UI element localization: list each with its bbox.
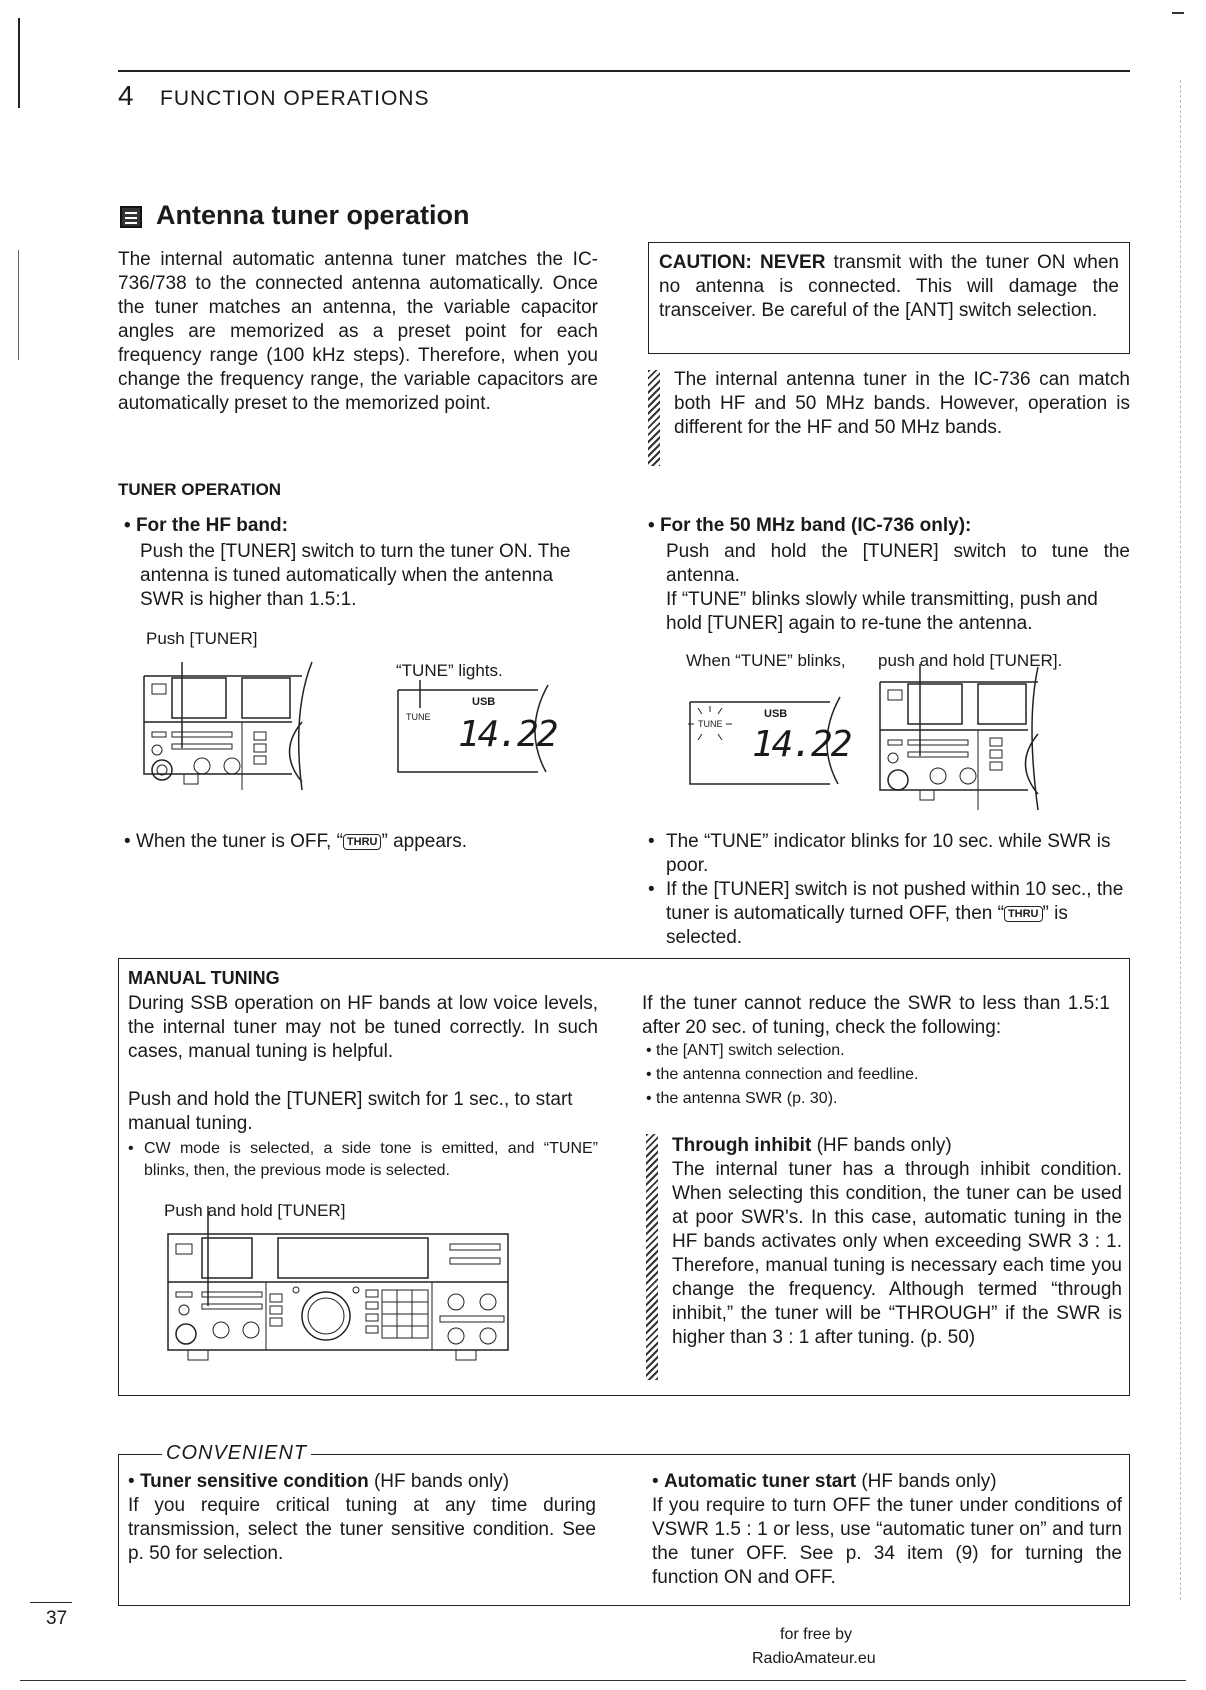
tune-lights-label: “TUNE” lights.	[396, 661, 503, 680]
section-icon	[120, 206, 142, 228]
margin-dash-right	[1172, 12, 1184, 14]
intro-text: The internal automatic antenna tuner matches the IC-736/738 to the connected antenna automatically. Once the tuner matches an antenna, the variable capacitor angles are memorized as a preset point for each frequency range (100 kHz steps). Therefore, when you change the frequency range, the variable capacitors are automatically preset to the memorized point.	[118, 249, 598, 414]
page-number-rule	[30, 1602, 72, 1603]
manual-tuning-bullet: • CW mode is selected, a side tone is emitted, and “TUNE” blinks, then, the previous mode is selected.	[128, 1140, 598, 1179]
credit-line-1: for free by	[780, 1626, 853, 1643]
caution-box	[648, 242, 1130, 354]
thru-indicator-icon: THRU	[343, 834, 382, 850]
hf-band-bullet: • For the HF band:	[124, 515, 288, 536]
manual-push-hold-label: Push and hold [TUNER]	[164, 1201, 346, 1220]
hf-lcd-display	[398, 690, 557, 772]
manual-tuning-title: MANUAL TUNING	[128, 968, 280, 988]
50mhz-lcd-usb: USB	[764, 708, 788, 720]
chapter-number: 4	[118, 80, 134, 111]
section-title: Antenna tuner operation	[156, 200, 470, 230]
hf-radio-illustration	[142, 662, 312, 790]
inhibit-title: Through inhibit (HF bands only)	[672, 1135, 952, 1156]
tuner-sensitive-text: If you require critical tuning at any time during transmission, select the tuner sensitive condition. See p. 50 for selection.	[128, 1495, 596, 1564]
hf-lcd-freq: 14.22	[458, 714, 557, 755]
hf-lcd-usb: USB	[472, 696, 496, 708]
50mhz-band-bullet: • For the 50 MHz band (IC-736 only):	[648, 515, 972, 536]
page-number: 37	[46, 1608, 68, 1629]
auto-tuner-start-text: If you require to turn OFF the tuner under conditions of VSWR 1.5 : 1 or less, use “automatic tuner on” and turn the tuner OFF. See p. 34 item (9) for turning the function ON and OFF.	[652, 1495, 1122, 1588]
push-hold-tuner-label: push and hold [TUNER].	[878, 651, 1063, 670]
50mhz-text-1: Push and hold the [TUNER] switch to tune the antenna.	[666, 541, 1130, 586]
caution-text: transmit with the tuner ON when no antenna is connected. This will damage the transceiver. Be careful of the [ANT] switch selection.	[659, 252, 1119, 321]
check-item-feedline: • the antenna connection and feedline.	[646, 1066, 919, 1083]
full-radio-illustration	[166, 1230, 516, 1370]
check-item-swr: • the antenna SWR (p. 30).	[646, 1090, 838, 1107]
margin-bar-top	[18, 18, 20, 108]
check-item-ant: • the [ANT] switch selection.	[646, 1042, 845, 1059]
hf-band-text: Push the [TUNER] switch to turn the tuner ON. The antenna is tuned automatically when the antenna SWR is higher than 1.5:1.	[140, 541, 571, 610]
manual-tuning-p1: During SSB operation on HF bands at low voice levels, the internal tuner may not be tuned correctly. In such cases, manual tuning is helpful.	[128, 993, 598, 1062]
when-tune-blinks-label: When “TUNE” blinks,	[686, 651, 846, 670]
hf-lcd-tune: TUNE	[406, 712, 431, 722]
auto-off-note: • If the [TUNER] switch is not pushed within 10 sec., the tuner is automatically turned OFF, then “ THRU ” is selected.	[648, 879, 1124, 948]
bottom-rule	[20, 1680, 1186, 1681]
note-hatch-bar	[648, 370, 660, 466]
50mhz-radio-illustration	[878, 672, 1048, 810]
margin-line-right	[1180, 80, 1182, 1600]
50mhz-text-2: If “TUNE” blinks slowly while transmitting, push and hold [TUNER] again to re-tune the antenna.	[666, 589, 1098, 634]
50mhz-lcd-display	[690, 702, 851, 784]
credit-line-2: RadioAmateur.eu	[752, 1650, 876, 1667]
tuner-operation-title: TUNER OPERATION	[118, 480, 282, 499]
50mhz-lcd-freq: 14.22	[752, 724, 851, 765]
manual-right-text: If the tuner cannot reduce the SWR to less than 1.5:1 after 20 sec. of tuning, check the following:	[642, 993, 1110, 1038]
caution-never: NEVER	[759, 252, 826, 273]
caution-label: CAUTION:	[659, 252, 752, 273]
50mhz-lcd-tune: TUNE	[698, 719, 723, 729]
chapter-title: FUNCTION OPERATIONS	[160, 87, 430, 110]
push-tuner-label: Push [TUNER]	[146, 629, 258, 648]
inhibit-hatch-bar	[646, 1134, 658, 1380]
check-list	[646, 1040, 1116, 1110]
tuner-sensitive-title: • Tuner sensitive condition (HF bands only)	[128, 1471, 510, 1492]
ic736-note: The internal antenna tuner in the IC-736 can match both HF and 50 MHz bands. However, operation is different for the HF and 50 MHz bands.	[674, 369, 1130, 438]
manual-tuning-p2: Push and hold the [TUNER] switch for 1 sec., to start manual tuning.	[128, 1089, 573, 1134]
inhibit-text: The internal tuner has a through inhibit condition. When selecting this condition, the tuner can be used at poor SWR's. In this case, automatic tuning in the HF bands activates only when exceeding SWR 3 : 1. Therefore, manual tuning is necessary each time you change the frequency. Although termed “through inhibit,” the tuner will be “THROUGH” if the SWR is higher than 3 : 1 after tuning. (p. 50)	[672, 1159, 1122, 1348]
thru-indicator-icon-2: THRU	[1004, 906, 1043, 922]
auto-tuner-start-title: • Automatic tuner start (HF bands only)	[652, 1471, 997, 1492]
tuner-off-note: • When the tuner is OFF, “ THRU ” appears.	[124, 831, 468, 852]
tune-blink-note: • The “TUNE” indicator blinks for 10 sec. while SWR is poor.	[648, 831, 1111, 876]
margin-bar-left	[18, 250, 19, 360]
convenient-title: CONVENIENT	[162, 1442, 311, 1465]
header-rule	[118, 70, 1130, 72]
